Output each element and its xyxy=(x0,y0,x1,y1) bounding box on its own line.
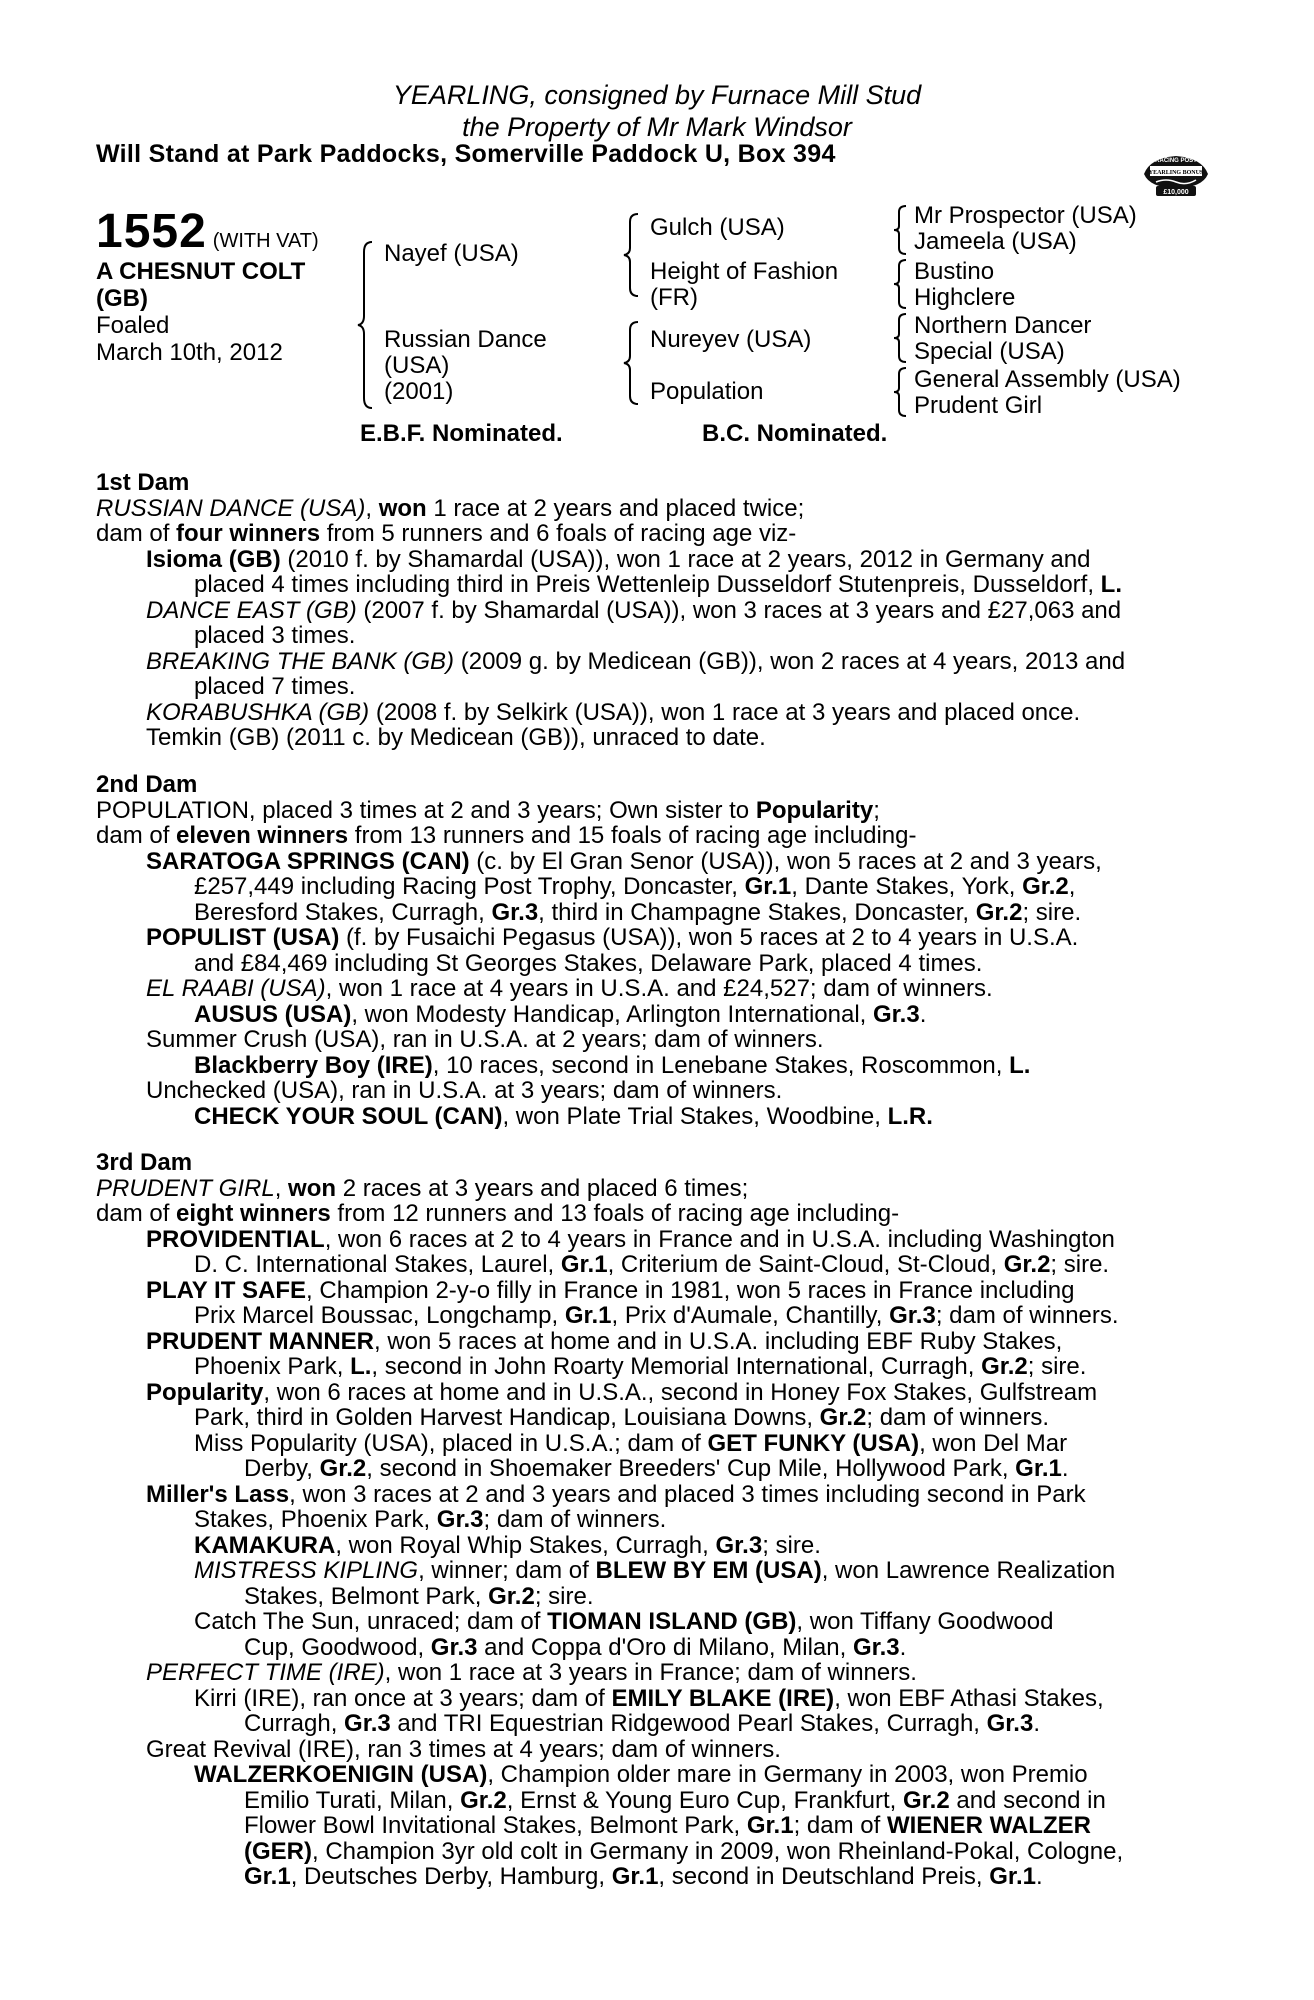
text-run: , won 3 races at 2 and 3 years and placed 3 times including second in Park xyxy=(289,1480,1086,1508)
text-run: (c. by El Gran Senor (USA)), won 5 races at 2 and 3 years, xyxy=(469,847,1102,875)
text-run: Cup, Goodwood, xyxy=(244,1633,431,1661)
text-run: SARATOGA SPRINGS (CAN) xyxy=(146,847,470,875)
text-run: Curragh, xyxy=(244,1710,345,1737)
text-run: , won 6 races at 2 to 4 years in France and in U.S.A. including Washington xyxy=(324,1225,1115,1253)
text-run: ; sire. xyxy=(1022,898,1082,926)
pedigree-text-line xyxy=(96,1711,1123,1737)
text-run: Gr.3 xyxy=(436,1506,484,1533)
text-run: , Champion older mare in Germany in 2003, won Premio xyxy=(487,1761,1088,1788)
text-run: , Criterium de Saint-Cloud, St-Cloud, xyxy=(607,1251,1004,1278)
dam-sire-name: Nureyev (USA) xyxy=(650,326,812,353)
text-run: Gr.1 xyxy=(989,1863,1036,1890)
text-run: , second in John Roarty Memorial International, Curragh, xyxy=(371,1353,982,1380)
text-run: ; sire. xyxy=(762,1531,821,1559)
pedigree-text-line xyxy=(96,1660,1123,1686)
pedigree-text-line xyxy=(96,1227,1123,1253)
second-dam-section xyxy=(96,772,1102,1129)
text-run: Kirri (IRE), ran once at 3 years; dam of xyxy=(194,1684,612,1712)
pedigree-text-line xyxy=(96,547,1125,573)
pedigree-text-line xyxy=(96,1201,1123,1227)
text-run: , won EBF Athasi Stakes, xyxy=(834,1684,1104,1712)
text-run: , Ernst & Young Euro Cup, Frankfurt, xyxy=(506,1786,903,1814)
yearling-bonus-badge-icon xyxy=(1140,144,1212,200)
text-run: BLEW BY EM (USA) xyxy=(595,1557,822,1584)
ebf-nomination: E.B.F. Nominated. xyxy=(360,420,563,447)
property-line: the Property of Mr Mark Windsor xyxy=(462,112,852,142)
sire-dam-name: Height of Fashion xyxy=(650,258,839,285)
badge-mid-text: YEARLING BONUS xyxy=(1148,170,1204,176)
pedigree-text-line xyxy=(96,976,1102,1002)
text-run: Popularity xyxy=(755,796,874,824)
text-run: Gr.2 xyxy=(975,898,1023,926)
text-run: Isioma (GB) xyxy=(146,545,281,573)
ancestor-ssd: Jameela (USA) xyxy=(914,228,1077,255)
pedigree-brace-sire xyxy=(622,212,642,298)
text-run: (2007 f. by Shamardal (USA)), won 3 races at 3 years and £27,063 and xyxy=(356,596,1122,624)
text-run: and Coppa d'Oro di Milano, Milan, xyxy=(477,1633,853,1661)
pedigree-text-line: Summer Crush (USA), ran in U.S.A. at 2 years; dam of winners. xyxy=(146,1026,824,1053)
text-run: AUSUS (USA) xyxy=(194,1000,352,1028)
ancestor-dss: Northern Dancer xyxy=(914,312,1092,339)
dam-name: Russian Dance xyxy=(384,326,547,353)
text-run: Stakes, Phoenix Park, xyxy=(194,1506,437,1533)
sire-name: Nayef (USA) xyxy=(384,240,519,267)
first-dam-title: 1st Dam xyxy=(96,469,190,496)
text-run: Gr.2 xyxy=(460,1786,507,1814)
text-run: Gr.2 xyxy=(902,1786,950,1814)
text-run: Gr.3 xyxy=(491,898,539,926)
pedigree-text-line xyxy=(96,1482,1123,1508)
text-run: TIOMAN ISLAND (GB) xyxy=(547,1608,797,1635)
pedigree-text-line xyxy=(96,1635,1123,1661)
text-run: PROVIDENTIAL xyxy=(146,1225,325,1253)
text-run: dam of xyxy=(96,822,177,849)
pedigree-brace-height-of-fashion xyxy=(892,258,908,310)
pedigree-brace-dam xyxy=(622,320,642,406)
consignor-line: YEARLING, consigned by Furnace Mill Stud xyxy=(392,80,922,110)
text-run: , Dante Stakes, York, xyxy=(791,873,1023,900)
text-run: Gr.3 xyxy=(986,1710,1034,1737)
stabling-line: Will Stand at Park Paddocks, Somerville Paddock U, Box 394 xyxy=(96,140,836,168)
text-run: Phoenix Park, xyxy=(194,1353,351,1380)
text-run: (2009 g. by Medicean (GB)), won 2 races at 4 years, 2013 and xyxy=(454,647,1126,675)
pedigree-text-line xyxy=(96,1176,1123,1202)
ancestor-sds: Bustino xyxy=(914,258,995,285)
pedigree-brace-population xyxy=(892,366,908,418)
text-run: PRUDENT MANNER xyxy=(146,1327,374,1355)
text-run: (GER) xyxy=(244,1837,312,1865)
text-run: Gr.3 xyxy=(889,1302,936,1329)
ancestor-sdd: Highclere xyxy=(914,284,1016,311)
text-run: , won 5 races at home and in U.S.A. including EBF Ruby Stakes, xyxy=(374,1327,1063,1355)
text-run: D. C. International Stakes, Laurel, xyxy=(194,1251,561,1278)
text-run: , won Modesty Handicap, Arlington International, xyxy=(351,1000,873,1028)
text-run: Gr.1 xyxy=(244,1863,291,1890)
text-run: £257,449 including Racing Post Trophy, Doncaster, xyxy=(194,873,745,900)
text-run: eight winners xyxy=(176,1200,331,1227)
text-run: Gr.3 xyxy=(715,1531,763,1559)
text-run: , xyxy=(274,1174,289,1202)
text-run: . xyxy=(1035,1863,1043,1890)
text-run: Gr.3 xyxy=(430,1633,478,1661)
third-dam-title: 3rd Dam xyxy=(96,1149,193,1176)
ancestor-dsd: Special (USA) xyxy=(914,338,1065,365)
pedigree-text-line xyxy=(96,1354,1123,1380)
text-run: (2010 f. by Shamardal (USA)), won 1 race at 2 years, 2012 in Germany and xyxy=(280,545,1091,573)
text-run: PRUDENT GIRL xyxy=(96,1174,275,1202)
pedigree-text-line: Unchecked (USA), ran in U.S.A. at 3 years; dam of winners. xyxy=(146,1077,783,1104)
text-run: Gr.3 xyxy=(344,1710,391,1737)
text-run: ; sire. xyxy=(1027,1353,1087,1380)
pedigree-text-line xyxy=(96,1813,1123,1839)
text-run: EMILY BLAKE (IRE) xyxy=(611,1684,835,1712)
text-run: Park, third in Golden Harvest Handicap, Louisiana Downs, xyxy=(194,1404,820,1431)
bc-nomination: B.C. Nominated. xyxy=(702,420,888,447)
pedigree-text-line: and £84,469 including St Georges Stakes, Delaware Park, placed 4 times. xyxy=(194,949,983,977)
dam-country: (USA) xyxy=(384,352,450,379)
text-run: Miller's Lass xyxy=(146,1480,290,1508)
pedigree-text-line xyxy=(96,1053,1102,1079)
pedigree-text-line xyxy=(96,1839,1123,1865)
foaled-date: March 10th, 2012 xyxy=(96,339,283,366)
text-run: , Prix d'Aumale, Chantilly, xyxy=(611,1302,890,1329)
pedigree-text-line xyxy=(96,1002,1102,1028)
text-run: Stakes, Belmont Park, xyxy=(244,1582,489,1610)
text-run: dam of xyxy=(96,520,177,547)
text-run: placed 4 times including third in Preis Wettenleip Dusseldorf Stutenpreis, Dusseldorf, xyxy=(194,571,1101,598)
text-run: and TRI Equestrian Ridgewood Pearl Stakes, Curragh, xyxy=(390,1710,987,1737)
pedigree-text-line xyxy=(96,1507,1123,1533)
pedigree-text-line xyxy=(96,700,1125,726)
text-run: won xyxy=(288,1174,337,1202)
text-run: , Champion 2-y-o filly in France in 1981, won 5 races in France including xyxy=(306,1276,1075,1304)
text-run: EL RAABI (USA) xyxy=(146,975,326,1002)
text-run: L. xyxy=(1100,571,1122,598)
first-dam-section xyxy=(96,470,1125,751)
text-run: Miss Popularity (USA), placed in U.S.A.; dam of xyxy=(194,1429,708,1457)
text-run: Gr.1 xyxy=(744,873,792,900)
pedigree-text-line: placed 7 times. xyxy=(194,673,356,700)
text-run: Gr.1 xyxy=(1015,1455,1062,1482)
pedigree-text-line: placed 3 times. xyxy=(194,622,356,649)
text-run: Prix Marcel Boussac, Longchamp, xyxy=(194,1302,565,1329)
text-run: Derby, xyxy=(244,1455,320,1482)
text-run: . xyxy=(1033,1710,1040,1737)
text-run: , 10 races, second in Lenebane Stakes, Roscommon, xyxy=(432,1051,1010,1079)
lot-header xyxy=(96,204,319,259)
pedigree-text-line xyxy=(96,1609,1123,1635)
text-run: ; dam of winners. xyxy=(866,1404,1050,1431)
text-run: POPULIST (USA) xyxy=(146,924,340,951)
vat-note: (WITH VAT) xyxy=(212,230,319,252)
pedigree-text-line xyxy=(96,1431,1123,1457)
text-run: and second in xyxy=(949,1786,1106,1814)
pedigree-text-line xyxy=(96,1864,1123,1890)
text-run: Blackberry Boy (IRE) xyxy=(194,1051,433,1079)
pedigree-text-line xyxy=(96,900,1102,926)
text-run: GET FUNKY (USA) xyxy=(707,1429,920,1457)
pedigree-text-line xyxy=(96,496,1125,522)
pedigree-text-line xyxy=(96,572,1125,598)
foaled-label: Foaled xyxy=(96,312,170,339)
pedigree-text-line xyxy=(96,649,1125,675)
text-run: Gr.3 xyxy=(852,1633,900,1661)
pedigree-text-line: Temkin (GB) (2011 c. by Medicean (GB)), unraced to date. xyxy=(146,724,766,751)
text-run: Emilio Turati, Milan, xyxy=(244,1786,461,1814)
pedigree-text-line xyxy=(96,1584,1123,1610)
text-run: Gr.1 xyxy=(560,1251,608,1278)
text-run: . xyxy=(1061,1455,1069,1482)
text-run: 2 races at 3 years and placed 6 times; xyxy=(336,1174,749,1202)
text-run: , won 6 races at home and in U.S.A., second in Honey Fox Stakes, Gulfstream xyxy=(263,1378,1098,1406)
text-run: , won Del Mar xyxy=(919,1429,1068,1457)
pedigree-text-line xyxy=(96,849,1102,875)
text-run: from 5 runners and 6 foals of racing age viz- xyxy=(320,520,797,547)
pedigree-text-line xyxy=(96,521,1125,547)
text-run: Gr.1 xyxy=(564,1302,612,1329)
text-run: , xyxy=(1068,873,1076,900)
text-run: , xyxy=(365,494,379,522)
text-run: Flower Bowl Invitational Stakes, Belmont Park, xyxy=(244,1812,747,1839)
text-run: Gr.2 xyxy=(1003,1251,1051,1278)
text-run: Gr.1 xyxy=(611,1863,659,1890)
text-run: from 12 runners and 13 foals of racing age including- xyxy=(330,1200,900,1227)
text-run: ; dam of xyxy=(793,1812,887,1839)
text-run: L.R. xyxy=(887,1102,933,1130)
text-run: , Deutsches Derby, Hamburg, xyxy=(290,1863,612,1890)
text-run: ; xyxy=(873,796,880,824)
sire-sire-name: Gulch (USA) xyxy=(650,214,785,241)
pedigree-text-line xyxy=(96,798,1102,824)
lot-description: A CHESNUT COLT xyxy=(96,258,306,285)
pedigree-text-line xyxy=(96,1686,1123,1712)
text-run: WALZERKOENIGIN (USA) xyxy=(194,1761,488,1788)
text-run: ; dam of winners. xyxy=(935,1302,1119,1329)
text-run: Gr.2 xyxy=(319,1455,367,1482)
text-run: POPULATION, placed 3 times at 2 and 3 years; Own sister to xyxy=(96,796,756,824)
pedigree-text-line xyxy=(96,1380,1123,1406)
text-run: , won Lawrence Realization xyxy=(821,1557,1116,1584)
ancestor-ddd: Prudent Girl xyxy=(914,392,1043,419)
text-run: eleven winners xyxy=(176,822,349,849)
text-run: won xyxy=(378,494,427,522)
pedigree-text-line xyxy=(96,823,1102,849)
pedigree-text-line xyxy=(96,1104,1102,1130)
text-run: Gr.2 xyxy=(981,1353,1028,1380)
pedigree-text-line xyxy=(96,1558,1123,1584)
pedigree-brace-nureyev xyxy=(892,312,908,364)
text-run: L. xyxy=(1009,1051,1031,1079)
text-run: four winners xyxy=(176,520,321,547)
text-run: PLAY IT SAFE xyxy=(146,1276,307,1304)
pedigree-text-line xyxy=(96,1533,1123,1559)
text-run: dam of xyxy=(96,1200,177,1227)
text-run: , third in Champagne Stakes, Doncaster, xyxy=(538,898,976,926)
text-run: Gr.2 xyxy=(488,1582,535,1610)
text-run: RUSSIAN DANCE (USA) xyxy=(96,494,366,522)
ancestor-sss: Mr Prospector (USA) xyxy=(914,202,1137,229)
pedigree-text-line xyxy=(96,1278,1123,1304)
third-dam-section xyxy=(96,1150,1123,1890)
text-run: KORABUSHKA (GB) xyxy=(146,698,370,726)
dam-dam-name: Population xyxy=(650,378,764,405)
text-run: from 13 runners and 15 foals of racing age including- xyxy=(348,822,917,849)
text-run: ; dam of winners. xyxy=(483,1506,667,1533)
text-run: KAMAKURA xyxy=(194,1531,336,1559)
text-run: , won 1 race at 4 years in U.S.A. and £24,527; dam of winners. xyxy=(325,975,993,1002)
text-run: Beresford Stakes, Curragh, xyxy=(194,898,492,926)
text-run: Gr.2 xyxy=(819,1404,867,1431)
pedigree-text-line xyxy=(96,1788,1123,1814)
text-run: , won Royal Whip Stakes, Curragh, xyxy=(335,1531,716,1559)
text-run: Gr.1 xyxy=(746,1812,794,1839)
badge-amount-text: £10,000 xyxy=(1163,189,1189,196)
text-run: , second in Shoemaker Breeders' Cup Mile, Hollywood Park, xyxy=(366,1455,1016,1482)
text-run: (f. by Fusaichi Pegasus (USA)), won 5 races at 2 to 4 years in U.S.A. xyxy=(339,924,1079,951)
text-run: ; sire. xyxy=(534,1582,594,1610)
text-run: , Champion 3yr old colt in Germany in 2009, won Rheinland-Pokal, Cologne, xyxy=(312,1837,1124,1865)
text-run: (2008 f. by Selkirk (USA)), won 1 race at 3 years and placed once. xyxy=(369,698,1081,726)
text-run: DANCE EAST (GB) xyxy=(146,596,357,624)
pedigree-text-line: Great Revival (IRE), ran 3 times at 4 years; dam of winners. xyxy=(146,1735,781,1763)
text-run: Gr.3 xyxy=(872,1000,920,1028)
badge-top-text: RACING POST xyxy=(1155,158,1197,164)
pedigree-text-line xyxy=(96,925,1102,951)
text-run: , won Tiffany Goodwood xyxy=(796,1608,1054,1635)
text-run: L. xyxy=(350,1353,372,1380)
text-run: , second in Deutschland Preis, xyxy=(658,1863,990,1890)
text-run: BREAKING THE BANK (GB) xyxy=(146,647,455,675)
pedigree-brace-gulch xyxy=(892,204,908,256)
text-run: Popularity xyxy=(146,1378,264,1406)
pedigree-text-line xyxy=(96,598,1125,624)
text-run: . xyxy=(899,1633,907,1661)
pedigree-text-line xyxy=(96,874,1102,900)
dam-year: (2001) xyxy=(384,378,454,405)
text-run: , won Plate Trial Stakes, Woodbine, xyxy=(502,1102,888,1130)
pedigree-text-line xyxy=(96,1252,1123,1278)
pedigree-text-line xyxy=(96,1303,1123,1329)
ancestor-dds: General Assembly (USA) xyxy=(914,366,1181,393)
text-run: , won 1 race at 3 years in France; dam of winners. xyxy=(384,1659,917,1686)
text-run: Gr.2 xyxy=(1022,873,1069,900)
pedigree-text-line xyxy=(96,1329,1123,1355)
text-run: CHECK YOUR SOUL (CAN) xyxy=(194,1102,503,1130)
text-run: . xyxy=(919,1000,927,1028)
lot-number: 1552 xyxy=(96,205,207,258)
text-run: MISTRESS KIPLING xyxy=(194,1557,419,1584)
pedigree-text-line xyxy=(96,1405,1123,1431)
text-run: Catch The Sun, unraced; dam of xyxy=(194,1608,548,1635)
pedigree-brace-main xyxy=(356,240,376,410)
pedigree-text-line xyxy=(96,1762,1123,1788)
lot-description-origin: (GB) xyxy=(96,285,148,312)
text-run: , winner; dam of xyxy=(418,1557,596,1584)
sire-dam-country: (FR) xyxy=(650,284,698,311)
second-dam-title: 2nd Dam xyxy=(96,771,198,798)
text-run: WIENER WALZER xyxy=(886,1812,1091,1839)
pedigree-text-line xyxy=(96,1456,1123,1482)
text-run: ; sire. xyxy=(1050,1251,1110,1278)
text-run: 1 race at 2 years and placed twice; xyxy=(426,494,805,522)
text-run: PERFECT TIME (IRE) xyxy=(146,1659,385,1686)
